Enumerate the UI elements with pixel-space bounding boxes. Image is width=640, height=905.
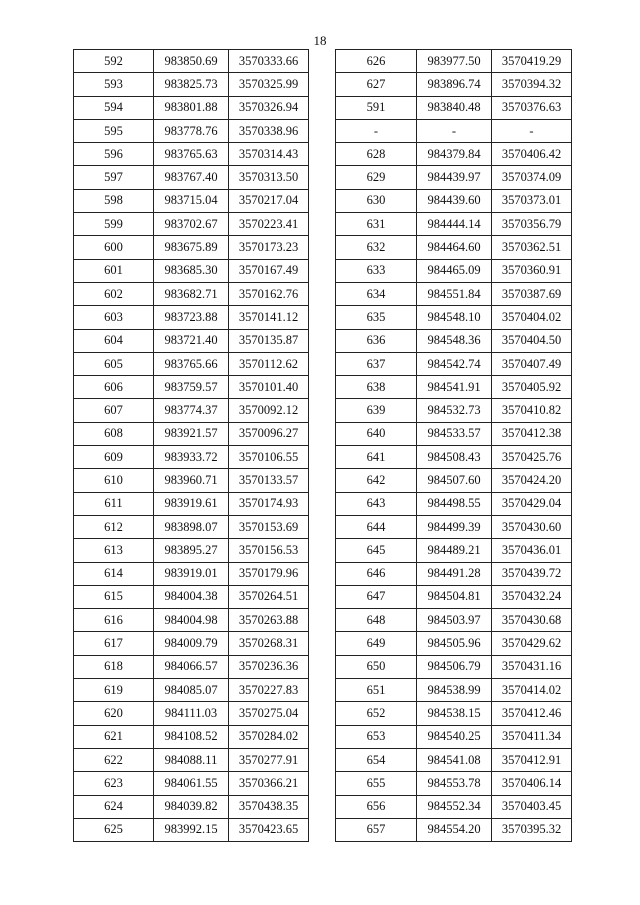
point-number-cell: 649 (336, 632, 417, 655)
table-row (74, 562, 309, 585)
table-row (336, 399, 572, 422)
y-coordinate-cell: 3570325.99 (229, 73, 309, 96)
point-number-cell: 651 (336, 679, 417, 702)
point-number-cell: 606 (74, 376, 154, 399)
x-coordinate-cell: 984439.97 (417, 166, 492, 189)
y-coordinate-cell: 3570423.65 (229, 818, 309, 841)
table-row (74, 515, 309, 538)
x-coordinate-cell: 984505.96 (417, 632, 492, 655)
table-row (74, 539, 309, 562)
y-coordinate-cell: 3570264.51 (229, 585, 309, 608)
point-number-cell: 635 (336, 306, 417, 329)
x-coordinate-cell: 984009.79 (154, 632, 229, 655)
y-coordinate-cell: 3570406.42 (492, 143, 572, 166)
x-coordinate-cell: 984499.39 (417, 515, 492, 538)
x-coordinate-cell: 983933.72 (154, 446, 229, 469)
y-coordinate-cell: 3570096.27 (229, 422, 309, 445)
y-coordinate-cell: 3570430.68 (492, 609, 572, 632)
x-coordinate-cell: 983767.40 (154, 166, 229, 189)
x-coordinate-cell: 983721.40 (154, 329, 229, 352)
table-row (336, 73, 572, 96)
point-number-cell: 645 (336, 539, 417, 562)
table-row (74, 166, 309, 189)
table-row (74, 96, 309, 119)
x-coordinate-cell: 983675.89 (154, 236, 229, 259)
table-row (336, 259, 572, 282)
y-coordinate-cell: 3570133.57 (229, 469, 309, 492)
table-row (74, 655, 309, 678)
y-coordinate-cell: 3570432.24 (492, 585, 572, 608)
y-coordinate-cell: 3570387.69 (492, 282, 572, 305)
point-number-cell: 633 (336, 259, 417, 282)
x-coordinate-cell: 984532.73 (417, 399, 492, 422)
y-coordinate-cell: 3570394.32 (492, 73, 572, 96)
y-coordinate-cell: 3570284.02 (229, 725, 309, 748)
point-number-cell: 624 (74, 795, 154, 818)
y-coordinate-cell: 3570360.91 (492, 259, 572, 282)
point-number-cell: 610 (74, 469, 154, 492)
table-row (336, 469, 572, 492)
point-number-cell: 595 (74, 119, 154, 142)
table-row (336, 213, 572, 236)
x-coordinate-cell: 984085.07 (154, 679, 229, 702)
x-coordinate-cell: 983778.76 (154, 119, 229, 142)
point-number-cell: 640 (336, 422, 417, 445)
x-coordinate-cell: 984004.98 (154, 609, 229, 632)
y-coordinate-cell: 3570112.62 (229, 352, 309, 375)
x-coordinate-cell: 984541.08 (417, 748, 492, 771)
x-coordinate-cell: 984548.10 (417, 306, 492, 329)
table-row (336, 189, 572, 212)
point-number-cell: 597 (74, 166, 154, 189)
x-coordinate-cell: 983765.66 (154, 352, 229, 375)
x-coordinate-cell: 984508.43 (417, 446, 492, 469)
table-row (336, 772, 572, 795)
x-coordinate-cell: 984444.14 (417, 213, 492, 236)
y-coordinate-cell: 3570227.83 (229, 679, 309, 702)
y-coordinate-cell: 3570412.91 (492, 748, 572, 771)
x-coordinate-cell: 984538.15 (417, 702, 492, 725)
point-number-cell: 599 (74, 213, 154, 236)
table-row (74, 119, 309, 142)
y-coordinate-cell: 3570174.93 (229, 492, 309, 515)
y-coordinate-cell: 3570338.96 (229, 119, 309, 142)
point-number-cell: 608 (74, 422, 154, 445)
y-coordinate-cell: 3570374.09 (492, 166, 572, 189)
table-row (74, 446, 309, 469)
point-number-cell: 609 (74, 446, 154, 469)
y-coordinate-cell: 3570411.34 (492, 725, 572, 748)
x-coordinate-cell: 984066.57 (154, 655, 229, 678)
x-coordinate-cell: 983715.04 (154, 189, 229, 212)
y-coordinate-cell: 3570326.94 (229, 96, 309, 119)
y-coordinate-cell: 3570438.35 (229, 795, 309, 818)
point-number-cell: 642 (336, 469, 417, 492)
y-coordinate-cell: 3570268.31 (229, 632, 309, 655)
table-row (74, 189, 309, 212)
x-coordinate-cell: 984554.20 (417, 818, 492, 841)
y-coordinate-cell: 3570406.14 (492, 772, 572, 795)
x-coordinate-cell: 983702.67 (154, 213, 229, 236)
y-coordinate-cell: 3570101.40 (229, 376, 309, 399)
y-coordinate-cell: 3570106.55 (229, 446, 309, 469)
point-number-cell: 616 (74, 609, 154, 632)
point-number-cell: 627 (336, 73, 417, 96)
table-row (336, 143, 572, 166)
y-coordinate-cell: 3570395.32 (492, 818, 572, 841)
point-number-cell: 630 (336, 189, 417, 212)
point-number-cell: 592 (74, 50, 154, 73)
table-row (74, 469, 309, 492)
x-coordinate-cell: 983895.27 (154, 539, 229, 562)
point-number-cell: 618 (74, 655, 154, 678)
y-coordinate-cell: 3570314.43 (229, 143, 309, 166)
point-number-cell: 641 (336, 446, 417, 469)
x-coordinate-cell: 984533.57 (417, 422, 492, 445)
point-number-cell: 604 (74, 329, 154, 352)
y-coordinate-cell: 3570429.62 (492, 632, 572, 655)
x-coordinate-cell: 984548.36 (417, 329, 492, 352)
table-row (336, 585, 572, 608)
table-row (74, 282, 309, 305)
table-row (336, 119, 572, 142)
x-coordinate-cell: 984491.28 (417, 562, 492, 585)
y-coordinate-cell: 3570217.04 (229, 189, 309, 212)
table-row (74, 236, 309, 259)
y-coordinate-cell: 3570404.50 (492, 329, 572, 352)
page-number: 18 (313, 33, 327, 48)
y-coordinate-cell: 3570275.04 (229, 702, 309, 725)
x-coordinate-cell: - (417, 119, 492, 142)
x-coordinate-cell: 984004.38 (154, 585, 229, 608)
table-row (74, 213, 309, 236)
table-row (74, 143, 309, 166)
y-coordinate-cell: 3570439.72 (492, 562, 572, 585)
point-number-cell: 652 (336, 702, 417, 725)
coordinates-table-right (335, 49, 572, 842)
table-row (336, 655, 572, 678)
point-number-cell: 647 (336, 585, 417, 608)
point-number-cell: 628 (336, 143, 417, 166)
table-row (336, 818, 572, 841)
point-number-cell: 657 (336, 818, 417, 841)
y-coordinate-cell: 3570162.76 (229, 282, 309, 305)
point-number-cell: 623 (74, 772, 154, 795)
x-coordinate-cell: 984551.84 (417, 282, 492, 305)
table-row (74, 632, 309, 655)
point-number-cell: 602 (74, 282, 154, 305)
table-row (74, 376, 309, 399)
y-coordinate-cell: 3570429.04 (492, 492, 572, 515)
y-coordinate-cell: 3570376.63 (492, 96, 572, 119)
x-coordinate-cell: 984088.11 (154, 748, 229, 771)
y-coordinate-cell: 3570412.38 (492, 422, 572, 445)
y-coordinate-cell: 3570141.12 (229, 306, 309, 329)
x-coordinate-cell: 984541.91 (417, 376, 492, 399)
point-number-cell: 600 (74, 236, 154, 259)
y-coordinate-cell: 3570414.02 (492, 679, 572, 702)
table-row (74, 422, 309, 445)
point-number-cell: 644 (336, 515, 417, 538)
x-coordinate-cell: 983765.63 (154, 143, 229, 166)
point-number-cell: 598 (74, 189, 154, 212)
table-row (336, 166, 572, 189)
x-coordinate-cell: 983919.61 (154, 492, 229, 515)
point-number-cell: 629 (336, 166, 417, 189)
table-row (336, 50, 572, 73)
table-row (336, 795, 572, 818)
y-coordinate-cell: 3570173.23 (229, 236, 309, 259)
x-coordinate-cell: 984489.21 (417, 539, 492, 562)
point-number-cell: - (336, 119, 417, 142)
table-row (336, 539, 572, 562)
point-number-cell: 607 (74, 399, 154, 422)
x-coordinate-cell: 983960.71 (154, 469, 229, 492)
x-coordinate-cell: 983850.69 (154, 50, 229, 73)
x-coordinate-cell: 984465.09 (417, 259, 492, 282)
x-coordinate-cell: 983840.48 (417, 96, 492, 119)
x-coordinate-cell: 984506.79 (417, 655, 492, 678)
x-coordinate-cell: 983685.30 (154, 259, 229, 282)
y-coordinate-cell: 3570425.76 (492, 446, 572, 469)
point-number-cell: 596 (74, 143, 154, 166)
y-coordinate-cell: - (492, 119, 572, 142)
coordinates-table-left (73, 49, 309, 842)
x-coordinate-cell: 984039.82 (154, 795, 229, 818)
y-coordinate-cell: 3570236.36 (229, 655, 309, 678)
point-number-cell: 614 (74, 562, 154, 585)
point-number-cell: 613 (74, 539, 154, 562)
x-coordinate-cell: 984108.52 (154, 725, 229, 748)
y-coordinate-cell: 3570403.45 (492, 795, 572, 818)
x-coordinate-cell: 983825.73 (154, 73, 229, 96)
table-row (74, 609, 309, 632)
x-coordinate-cell: 984503.97 (417, 609, 492, 632)
y-coordinate-cell: 3570153.69 (229, 515, 309, 538)
table-row (336, 422, 572, 445)
x-coordinate-cell: 983977.50 (417, 50, 492, 73)
table-row (336, 515, 572, 538)
point-number-cell: 631 (336, 213, 417, 236)
point-number-cell: 612 (74, 515, 154, 538)
table-row (74, 352, 309, 375)
x-coordinate-cell: 983921.57 (154, 422, 229, 445)
point-number-cell: 603 (74, 306, 154, 329)
table-row (74, 818, 309, 841)
point-number-cell: 638 (336, 376, 417, 399)
point-number-cell: 646 (336, 562, 417, 585)
point-number-cell: 619 (74, 679, 154, 702)
point-number-cell: 611 (74, 492, 154, 515)
table-row (74, 259, 309, 282)
point-number-cell: 615 (74, 585, 154, 608)
table-row (336, 96, 572, 119)
y-coordinate-cell: 3570410.82 (492, 399, 572, 422)
x-coordinate-cell: 984464.60 (417, 236, 492, 259)
y-coordinate-cell: 3570167.49 (229, 259, 309, 282)
point-number-cell: 617 (74, 632, 154, 655)
x-coordinate-cell: 983919.01 (154, 562, 229, 585)
x-coordinate-cell: 984498.55 (417, 492, 492, 515)
table-row (336, 609, 572, 632)
point-number-cell: 654 (336, 748, 417, 771)
x-coordinate-cell: 984439.60 (417, 189, 492, 212)
point-number-cell: 643 (336, 492, 417, 515)
x-coordinate-cell: 983759.57 (154, 376, 229, 399)
x-coordinate-cell: 983682.71 (154, 282, 229, 305)
y-coordinate-cell: 3570356.79 (492, 213, 572, 236)
point-number-cell: 591 (336, 96, 417, 119)
x-coordinate-cell: 984504.81 (417, 585, 492, 608)
y-coordinate-cell: 3570223.41 (229, 213, 309, 236)
table-row (336, 492, 572, 515)
x-coordinate-cell: 983992.15 (154, 818, 229, 841)
y-coordinate-cell: 3570366.21 (229, 772, 309, 795)
point-number-cell: 637 (336, 352, 417, 375)
y-coordinate-cell: 3570277.91 (229, 748, 309, 771)
x-coordinate-cell: 983898.07 (154, 515, 229, 538)
point-number-cell: 594 (74, 96, 154, 119)
table-row (74, 585, 309, 608)
table-row (74, 702, 309, 725)
x-coordinate-cell: 984507.60 (417, 469, 492, 492)
point-number-cell: 620 (74, 702, 154, 725)
table-row (336, 725, 572, 748)
point-number-cell: 653 (336, 725, 417, 748)
table-row (336, 702, 572, 725)
table-row (74, 772, 309, 795)
table-row (74, 679, 309, 702)
table-row (74, 725, 309, 748)
table-row (74, 399, 309, 422)
x-coordinate-cell: 983801.88 (154, 96, 229, 119)
x-coordinate-cell: 984552.34 (417, 795, 492, 818)
table-row (74, 748, 309, 771)
y-coordinate-cell: 3570373.01 (492, 189, 572, 212)
x-coordinate-cell: 984553.78 (417, 772, 492, 795)
y-coordinate-cell: 3570156.53 (229, 539, 309, 562)
y-coordinate-cell: 3570179.96 (229, 562, 309, 585)
table-row (336, 376, 572, 399)
point-number-cell: 625 (74, 818, 154, 841)
point-number-cell: 636 (336, 329, 417, 352)
y-coordinate-cell: 3570431.16 (492, 655, 572, 678)
table-row (74, 329, 309, 352)
y-coordinate-cell: 3570405.92 (492, 376, 572, 399)
point-number-cell: 626 (336, 50, 417, 73)
x-coordinate-cell: 983896.74 (417, 73, 492, 96)
table-row (74, 795, 309, 818)
point-number-cell: 621 (74, 725, 154, 748)
table-row (336, 446, 572, 469)
table-row (336, 748, 572, 771)
table-row (74, 50, 309, 73)
y-coordinate-cell: 3570430.60 (492, 515, 572, 538)
point-number-cell: 634 (336, 282, 417, 305)
y-coordinate-cell: 3570424.20 (492, 469, 572, 492)
table-row (336, 352, 572, 375)
x-coordinate-cell: 984538.99 (417, 679, 492, 702)
table-row (336, 679, 572, 702)
y-coordinate-cell: 3570407.49 (492, 352, 572, 375)
table-row (336, 329, 572, 352)
table-row (74, 306, 309, 329)
x-coordinate-cell: 983774.37 (154, 399, 229, 422)
x-coordinate-cell: 984061.55 (154, 772, 229, 795)
y-coordinate-cell: 3570313.50 (229, 166, 309, 189)
point-number-cell: 593 (74, 73, 154, 96)
table-row (336, 562, 572, 585)
y-coordinate-cell: 3570412.46 (492, 702, 572, 725)
table-row (336, 306, 572, 329)
x-coordinate-cell: 984379.84 (417, 143, 492, 166)
y-coordinate-cell: 3570263.88 (229, 609, 309, 632)
table-row (336, 236, 572, 259)
point-number-cell: 650 (336, 655, 417, 678)
x-coordinate-cell: 984542.74 (417, 352, 492, 375)
y-coordinate-cell: 3570135.87 (229, 329, 309, 352)
y-coordinate-cell: 3570419.29 (492, 50, 572, 73)
point-number-cell: 655 (336, 772, 417, 795)
table-row (74, 73, 309, 96)
table-row (336, 282, 572, 305)
point-number-cell: 622 (74, 748, 154, 771)
y-coordinate-cell: 3570404.02 (492, 306, 572, 329)
point-number-cell: 632 (336, 236, 417, 259)
point-number-cell: 639 (336, 399, 417, 422)
point-number-cell: 656 (336, 795, 417, 818)
y-coordinate-cell: 3570333.66 (229, 50, 309, 73)
point-number-cell: 648 (336, 609, 417, 632)
table-row (336, 632, 572, 655)
point-number-cell: 601 (74, 259, 154, 282)
y-coordinate-cell: 3570362.51 (492, 236, 572, 259)
y-coordinate-cell: 3570436.01 (492, 539, 572, 562)
point-number-cell: 605 (74, 352, 154, 375)
y-coordinate-cell: 3570092.12 (229, 399, 309, 422)
x-coordinate-cell: 984540.25 (417, 725, 492, 748)
x-coordinate-cell: 984111.03 (154, 702, 229, 725)
x-coordinate-cell: 983723.88 (154, 306, 229, 329)
table-row (74, 492, 309, 515)
